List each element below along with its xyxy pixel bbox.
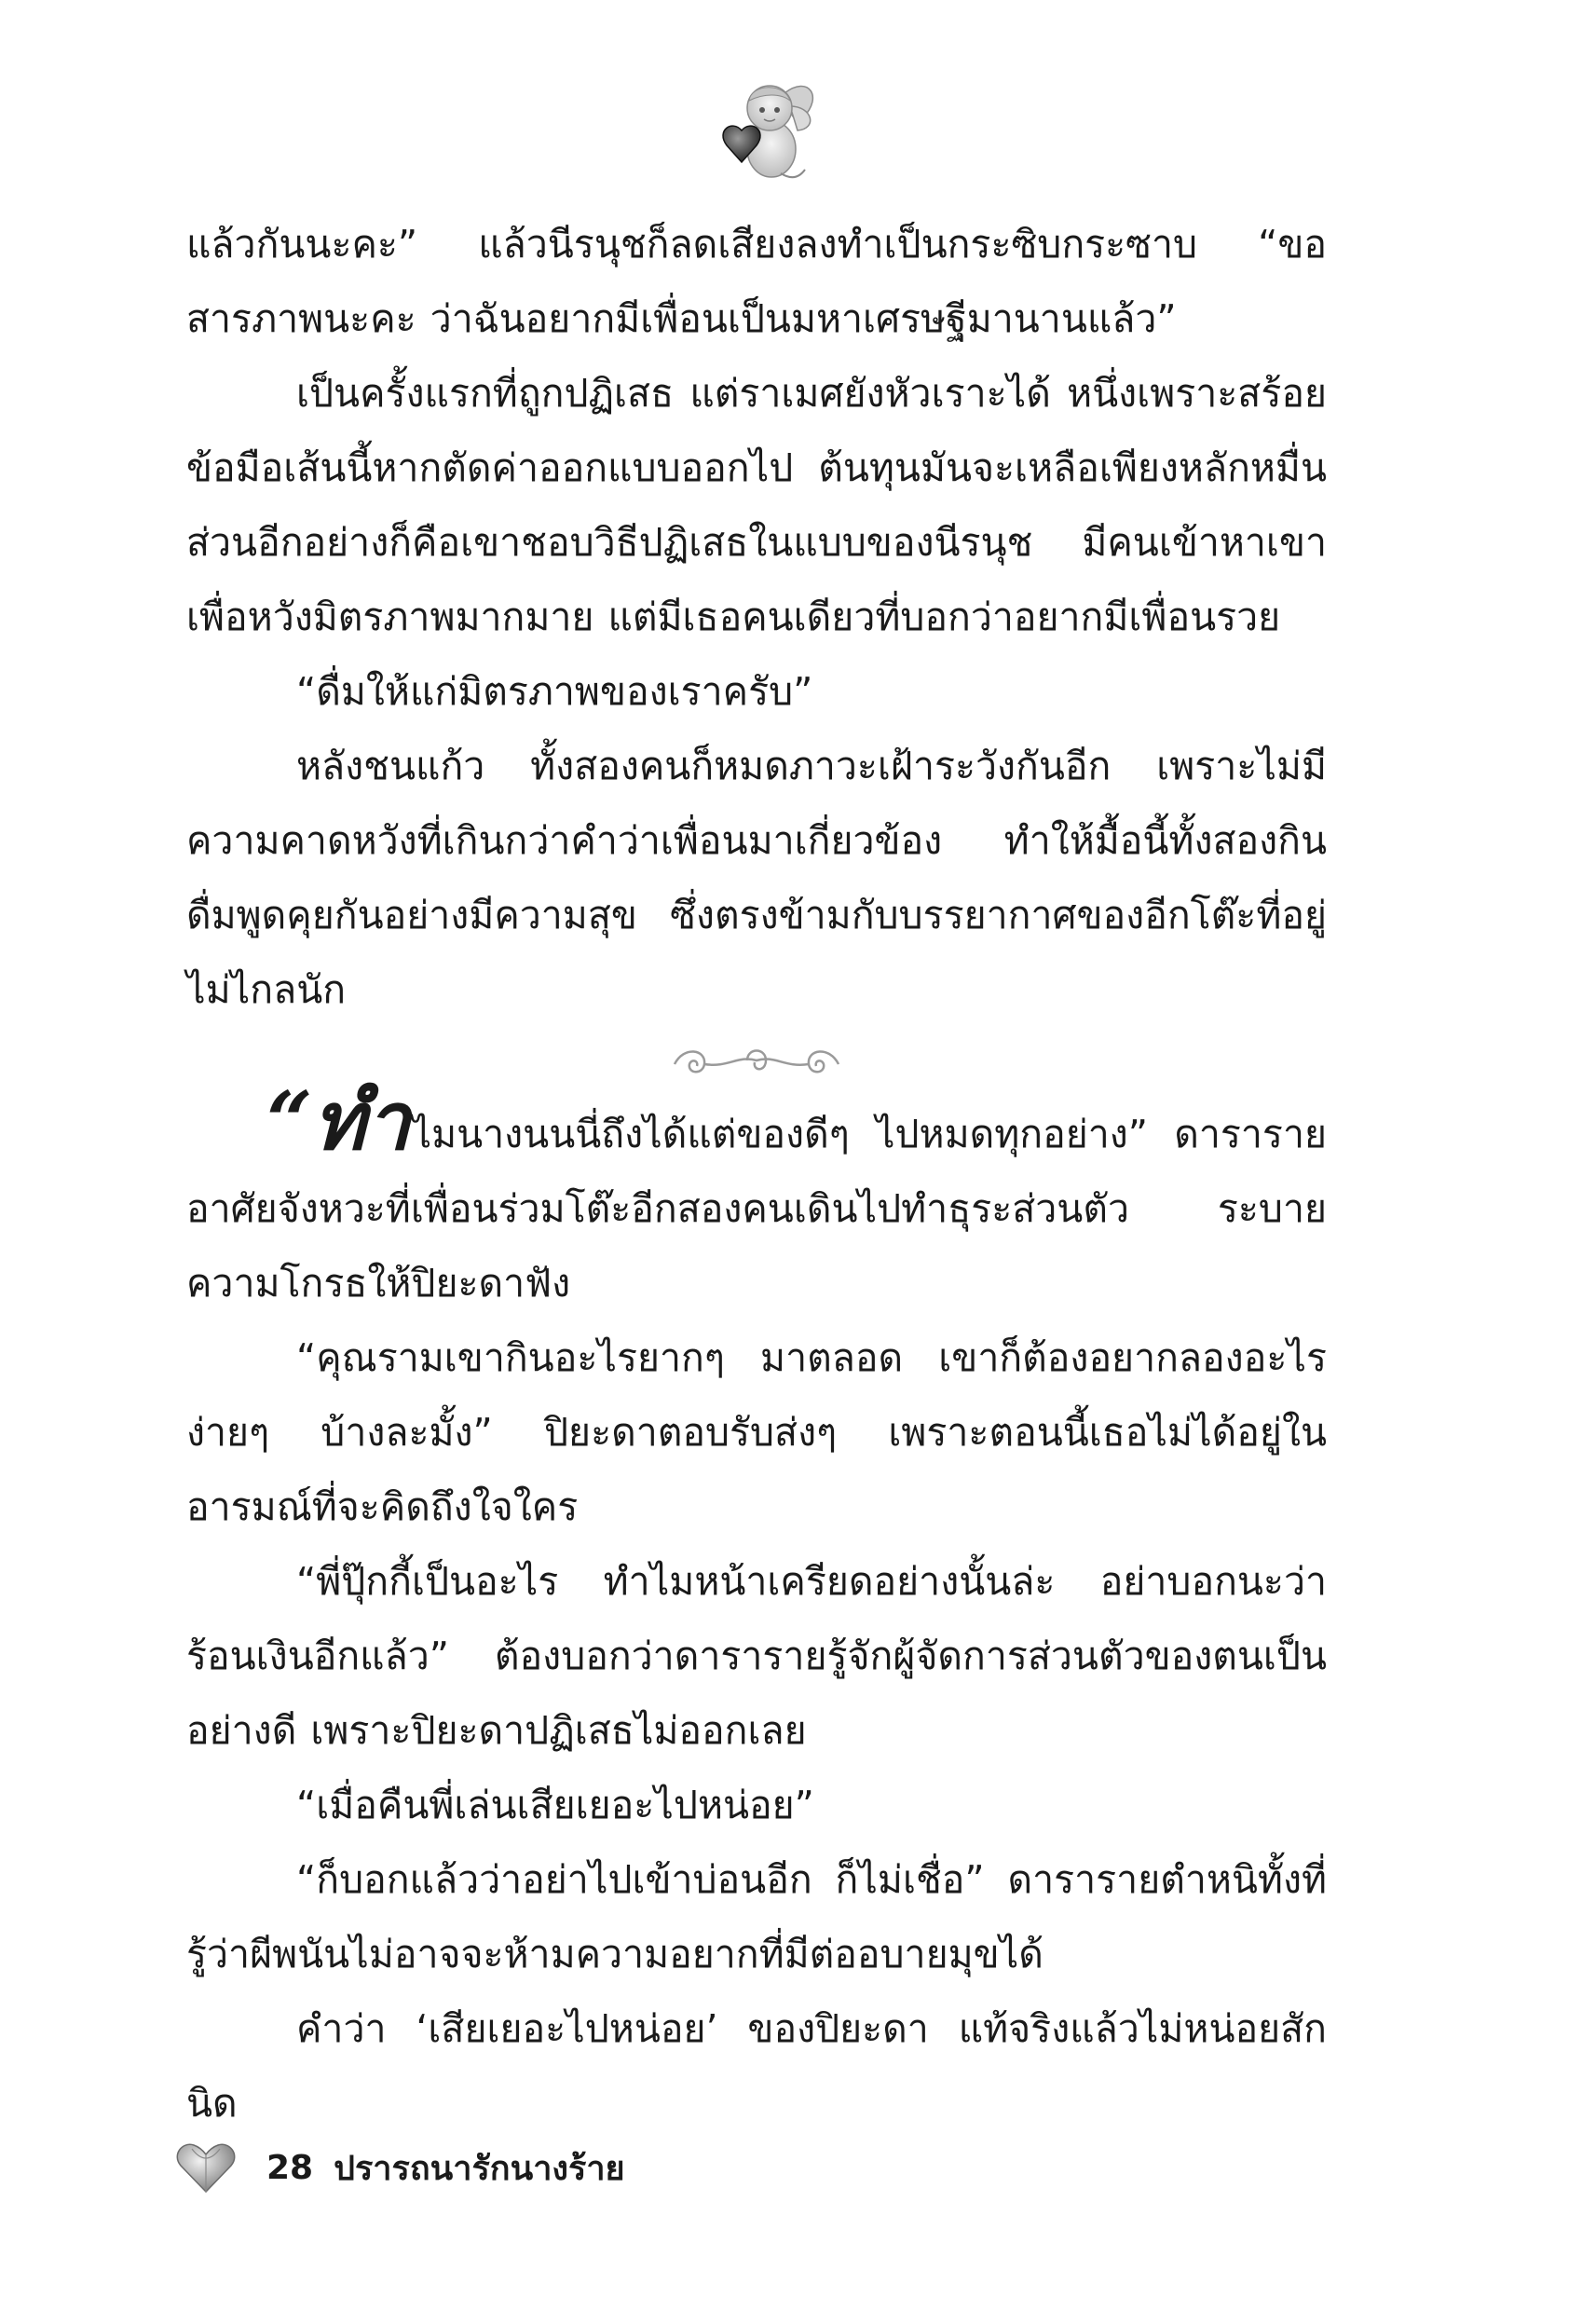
paragraph: “เมื่อคืนพี่เล่นเสียเยอะไปหน่อย” — [296, 1783, 814, 1827]
paragraph: “พี่ปุ๊กกี้เป็นอะไร ทำไมหน้าเครียดอย่างนั้นล่ะ อย่าบอกนะว่าร้อนเงินอีกแล้ว” ต้องบอกว่าดารารายรู้จักผู้จัดการส่วนตัวของตนเป็นอย่างดี เพราะปิยะดาปฏิเสธไม่ออกเลย — [186, 1559, 1327, 1753]
heart-icon — [173, 2140, 239, 2195]
paragraph: แล้วกันนะคะ” แล้วนีรนุชก็ลดเสียงลงทำเป็นกระซิบกระซาบ “ขอสารภาพนะคะ ว่าฉันอยากมีเพื่อนเป็นมหาเศรษฐีมานานแล้ว” — [186, 222, 1327, 341]
paragraph: “ก็บอกแล้วว่าอย่าไปเข้าบ่อนอีก ก็ไม่เชื่อ” ดารารายตำหนิทั้งที่รู้ว่าผีพนันไม่อาจจะห้ามความอยากที่มีต่ออบายมุขได้ — [186, 1857, 1327, 1976]
page-number: 28 — [266, 2148, 314, 2187]
paragraph: คำว่า ‘เสียเยอะไปหน่อย’ ของปิยะดา แท้จริงแล้วไม่หน่อยสักนิด — [186, 2006, 1327, 2126]
book-title: ปรารถนารักนางร้าย — [334, 2149, 625, 2188]
dropcap-paragraph-text: ไมนางนนนี่ถึงได้แต่ของดีๆ ไปหมดทุกอย่าง” ดารารายอาศัยจังหวะที่เพื่อนร่วมโต๊ะอีกสองคนเดินไปทำธุระส่วนตัว ระบายความโกรธให้ปิยะดาฟัง — [186, 1112, 1327, 1306]
dropcap: “ทำ — [266, 1074, 411, 1169]
paragraph: “คุณรามเขากินอะไรยากๆ มาตลอด เขาก็ต้องอยากลองอะไรง่ายๆ บ้างละมั้ง” ปิยะดาตอบรับส่งๆ เพราะตอนนี้เธอไม่ได้อยู่ในอารมณ์ที่จะคิดถึงใจใคร — [186, 1335, 1327, 1529]
body-text — [186, 207, 1327, 2140]
paragraph: หลังชนแก้ว ทั้งสองคนก็หมดภาวะเฝ้าระวังกันอีก เพราะไม่มีความคาดหวังที่เกินกว่าคำว่าเพื่อนมาเกี่ยวข้อง ทำให้มื้อนี้ทั้งสองกินดื่มพูดคุยกันอย่างมีความสุข ซึ่งตรงข้ามกับบรรยากาศของอีกโต๊ะที่อยู่ไม่ไกลนัก — [186, 744, 1327, 1012]
paragraph: เป็นครั้งแรกที่ถูกปฏิเสธ แต่ราเมศยังหัวเราะได้ หนึ่งเพราะสร้อยข้อมือเส้นนี้หากตัดค่าออกแบบออกไป ต้นทุนมันจะเหลือเพียงหลักหมื่น ส่วนอีกอย่างก็คือเขาชอบวิธีปฏิเสธในแบบของนีรนุช มีคนเข้าหาเขาเพื่อหวังมิตรภาพมากมาย แต่มีเธอคนเดียวที่บอกว่าอยากมีเพื่อนรวย — [186, 371, 1327, 639]
section-divider — [186, 1027, 1327, 1092]
bottom-section — [186, 1320, 1327, 2140]
top-section — [186, 207, 1327, 1027]
page-footer — [173, 2134, 625, 2201]
paragraph: “ดื่มให้แก่มิตรภาพของเราครับ” — [296, 669, 813, 714]
dropcap-paragraph — [186, 1074, 1327, 1320]
cupid-with-heart-icon — [706, 69, 825, 188]
flourish-ornament-icon — [663, 1032, 850, 1088]
